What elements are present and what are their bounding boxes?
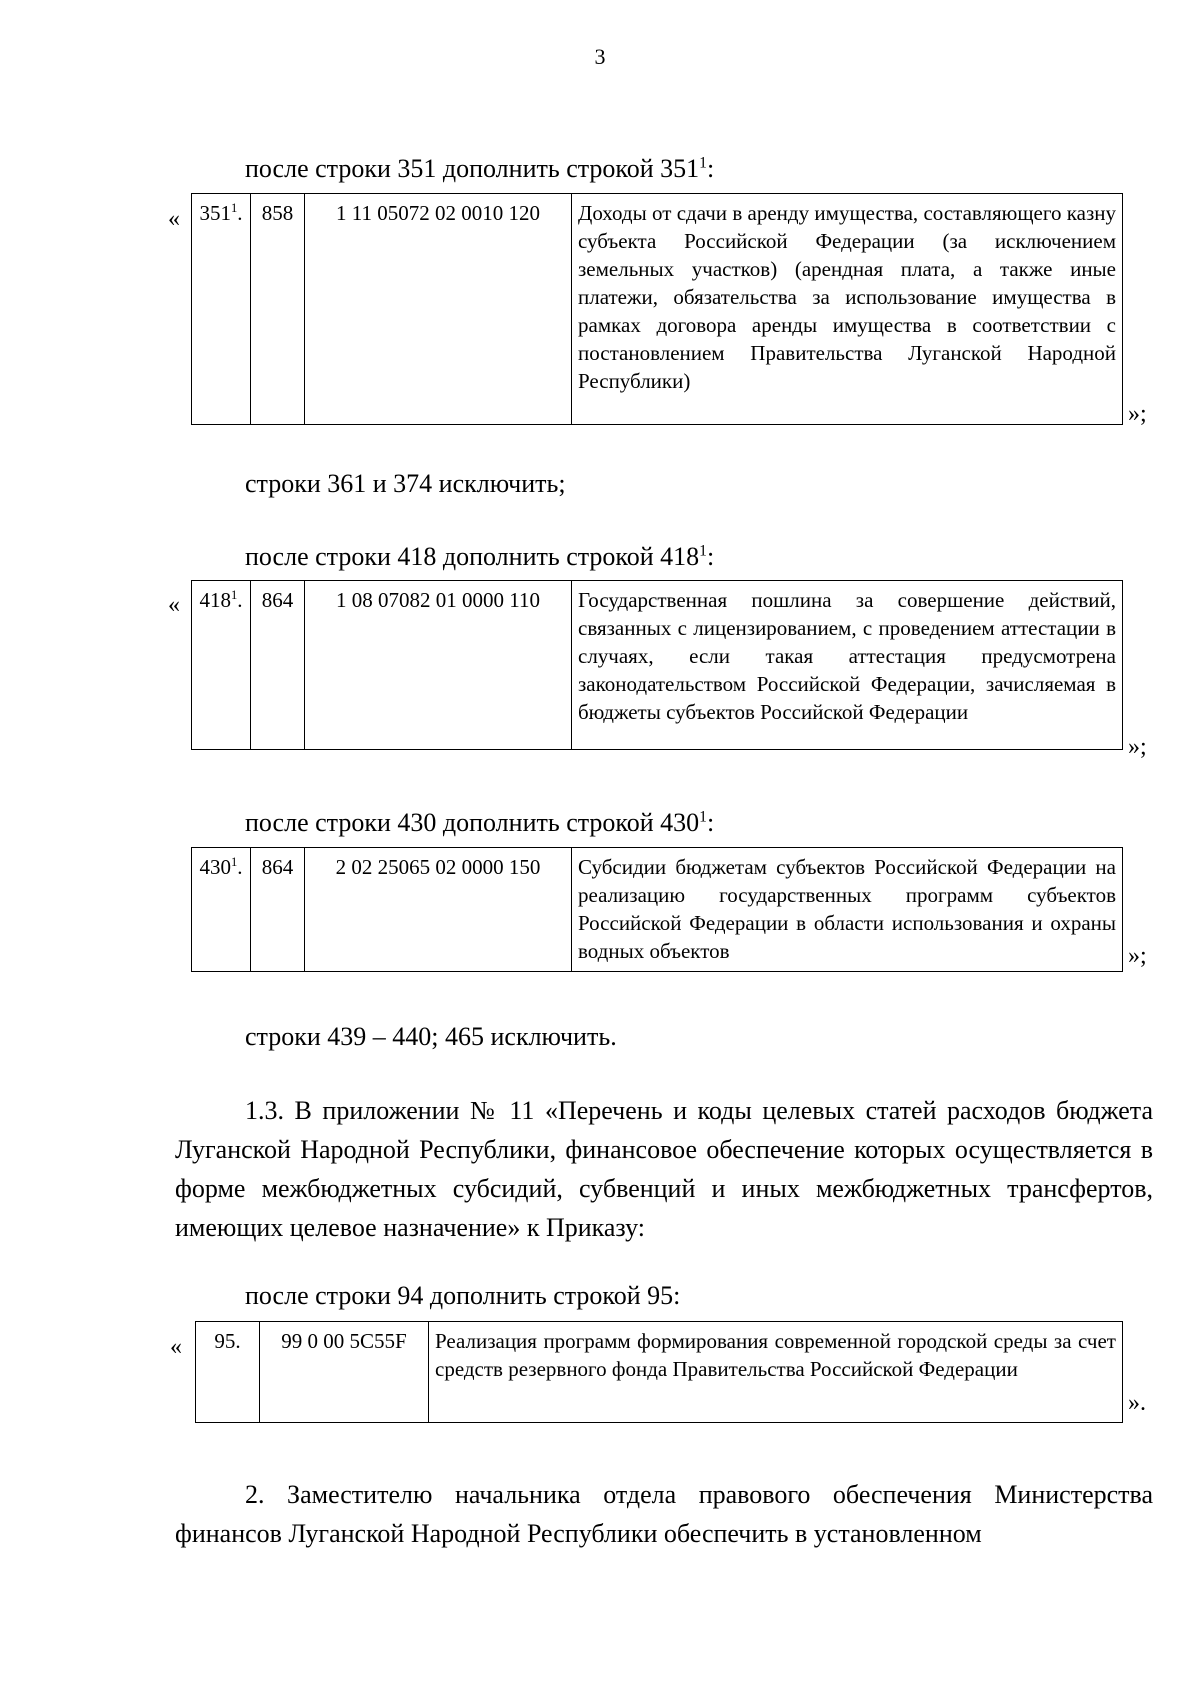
admin-code: 858 <box>251 194 305 425</box>
instruction-after-351: после строки 351 дополнить строкой $351^1$: <box>245 154 715 183</box>
budget-code: 2 02 25065 02 0000 150 <box>305 848 572 972</box>
instruction-after-418: после строки 418 дополнить строкой $418^1$: <box>245 542 715 571</box>
quote-open: « <box>168 206 180 232</box>
budget-code: 1 08 07082 01 0000 110 <box>305 581 572 750</box>
income-description: Субсидии бюджетам субъектов Российской Федерации на реализацию государственных программ субъектов Российской Федерации в области использования и охраны водных объектов <box>572 848 1123 972</box>
quote-open: « <box>168 592 180 618</box>
row-number: $351^1$. <box>192 194 251 425</box>
admin-code: 864 <box>251 581 305 750</box>
quote-close: »; <box>1128 734 1147 760</box>
table-row-95 <box>195 1321 1123 1423</box>
quote-close: »; <box>1128 943 1147 969</box>
expense-description: Реализация программ формирования современной городской среды за счет средств резервного фонда Правительства Российской Федерации <box>429 1322 1123 1423</box>
table-row-418 <box>191 580 1123 750</box>
instruction-after-430: после строки 430 дополнить строкой $430^1$: <box>245 808 715 837</box>
instruction-after-94: после строки 94 дополнить строкой 95: <box>245 1281 681 1310</box>
admin-code: 864 <box>251 848 305 972</box>
row-number: $430^1$. <box>192 848 251 972</box>
table-row-351 <box>191 193 1123 425</box>
quote-close: »; <box>1128 401 1147 427</box>
page-number: 3 <box>594 44 606 69</box>
paragraph-2: 2. Заместителю начальника отдела правового обеспечения Министерства финансов Луганской Народной Республики обеспечить в установленном <box>175 1480 1153 1548</box>
income-description: Государственная пошлина за совершение действий, связанных с лицензированием, с проведением аттестации в случаях, если такая аттестация предусмотрена законодательством Российской Федерации, зачисляемая в бюджеты субъектов Российской Федерации <box>572 581 1123 750</box>
income-description: Доходы от сдачи в аренду имущества, составляющего казну субъекта Российской Федерации (за исключением земельных участков) (арендная плата, а также иные платежи, обязательства за использование имущества в рамках договора аренды имущества в соответствии с постановлением Правительства Луганской Народной Республики) <box>572 194 1123 425</box>
budget-code: 1 11 05072 02 0010 120 <box>305 194 572 425</box>
quote-open: « <box>170 1334 182 1360</box>
instruction-remove-361-374: строки 361 и 374 исключить; <box>245 469 566 498</box>
table-row-430 <box>191 847 1123 972</box>
row-number: 95. <box>196 1322 260 1423</box>
instruction-remove-439-465: строки 439 – 440; 465 исключить. <box>245 1022 617 1051</box>
paragraph-1-3: 1.3. В приложении № 11 «Перечень и коды целевых статей расходов бюджета Луганской Народной Республики, финансовое обеспечение которых осуществляется в форме межбюджетных субсидий, субвенций и иных межбюджетных трансфертов, имеющих целевое назначение» к Приказу: <box>175 1096 1153 1242</box>
target-code: 99 0 00 5С55F <box>260 1322 429 1423</box>
row-number: $418^1$. <box>192 581 251 750</box>
quote-close: ». <box>1128 1390 1146 1416</box>
